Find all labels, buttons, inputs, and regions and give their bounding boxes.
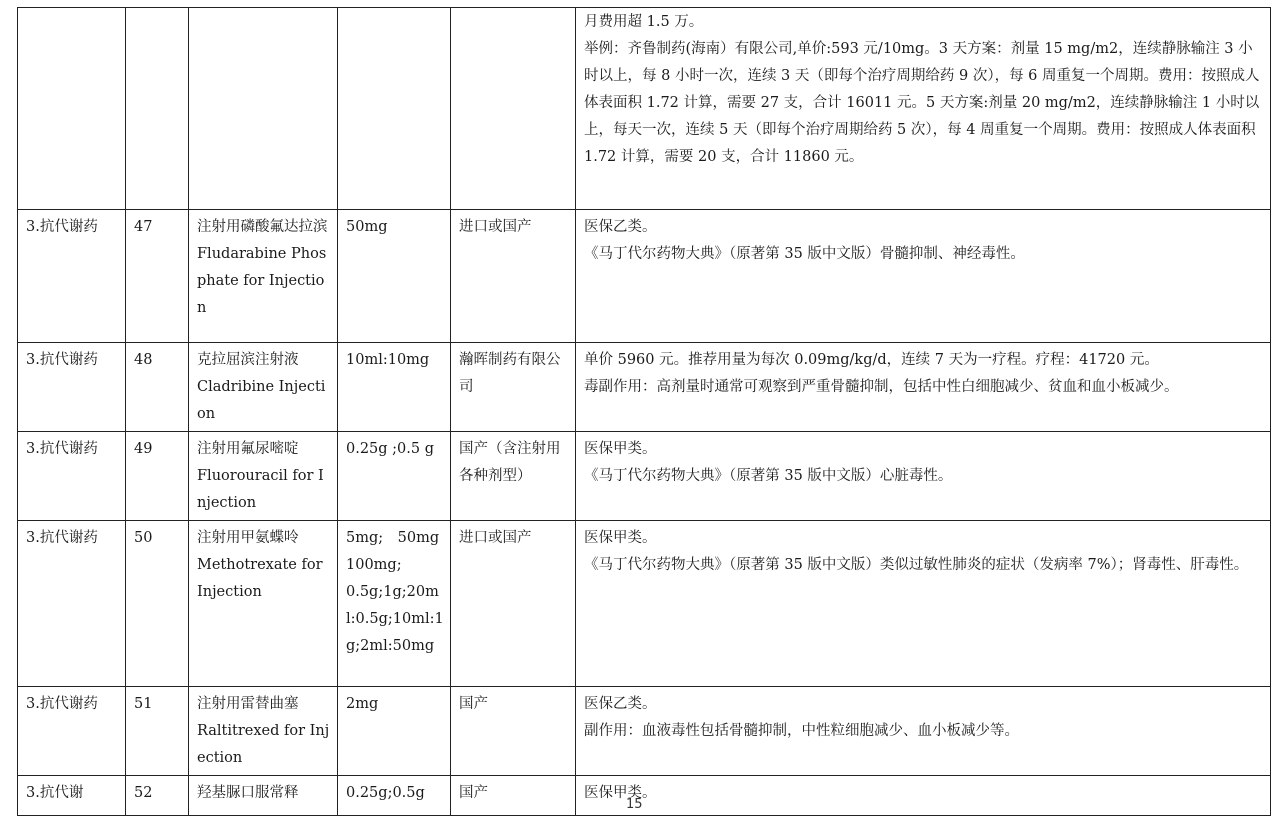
spec-cell — [338, 210, 451, 343]
number-text: 49 — [134, 441, 153, 457]
category-cell — [18, 521, 126, 687]
drug-name-en: Methotrexate for Injection — [197, 557, 323, 600]
page-number: 15 — [626, 797, 643, 812]
producer-text: 进口或国产 — [459, 530, 532, 546]
producer-cell — [451, 343, 576, 432]
spec-cell — [338, 687, 451, 776]
detail-cell — [576, 776, 1271, 816]
table-row — [18, 343, 1271, 432]
number-text: 48 — [134, 352, 153, 368]
detail-line: 医保甲类。 — [584, 785, 657, 801]
category-cell — [18, 432, 126, 521]
detail-line: 单价 5960 元。推荐用量为每次 0.09mg/kg/d，连续 7 天为一疗程。疗程：41720 元。 — [584, 352, 1159, 368]
detail-line: 医保甲类。 — [584, 530, 657, 546]
name-cell — [189, 687, 338, 776]
table-body — [18, 8, 1271, 816]
number-cell — [126, 343, 189, 432]
category-cell — [18, 210, 126, 343]
producer-cell — [451, 432, 576, 521]
number-cell — [126, 8, 189, 210]
detail-line: 医保乙类。 — [584, 696, 657, 712]
number-cell — [126, 687, 189, 776]
name-cell — [189, 521, 338, 687]
detail-line: 《马丁代尔药物大典》（原著第 35 版中文版）骨髓抑制、神经毒性。 — [584, 246, 1025, 262]
detail-line: 医保甲类。 — [584, 441, 657, 457]
spec-cell — [338, 8, 451, 210]
spec-cell — [338, 432, 451, 521]
name-cell — [189, 343, 338, 432]
drug-name-cn: 注射用磷酸氟达拉滨 — [197, 219, 328, 235]
drug-name-en: Raltitrexed for Injection — [197, 723, 330, 766]
table-row — [18, 8, 1271, 210]
spec-text: 10ml:10mg — [346, 352, 430, 368]
number-cell — [126, 521, 189, 687]
drug-name-cn: 注射用甲氨蝶呤 — [197, 530, 299, 546]
spec-cell — [338, 521, 451, 687]
category-text: 3.抗代谢药 — [26, 352, 98, 368]
detail-line: 《马丁代尔药物大典》（原著第 35 版中文版）心脏毒性。 — [584, 468, 953, 484]
drug-name-cn: 注射用雷替曲塞 — [197, 696, 299, 712]
number-cell — [126, 432, 189, 521]
producer-text: 进口或国产 — [459, 219, 532, 235]
category-text: 3.抗代谢药 — [26, 696, 98, 712]
detail-cell — [576, 687, 1271, 776]
number-cell — [126, 776, 189, 816]
producer-text: 国产 — [459, 785, 488, 801]
spec-text: 2mg — [346, 696, 379, 712]
producer-cell — [451, 210, 576, 343]
drug-name-cn: 克拉屈滨注射液 — [197, 352, 299, 368]
detail-cell — [576, 8, 1271, 210]
spec-text: 0.25g ;0.5 g — [346, 441, 435, 457]
table-row — [18, 776, 1271, 816]
detail-cell — [576, 210, 1271, 343]
drug-name-en: Cladribine Injection — [197, 379, 326, 422]
name-cell — [189, 8, 338, 210]
number-cell — [126, 210, 189, 343]
name-cell — [189, 776, 338, 816]
name-cell — [189, 210, 338, 343]
detail-cell — [576, 521, 1271, 687]
detail-line: 毒副作用：高剂量时通常可观察到严重骨髓抑制，包括中性白细胞减少、贫血和血小板减少。 — [584, 379, 1179, 395]
producer-text: 国产（含注射用各种剂型） — [459, 441, 561, 484]
name-cell — [189, 432, 338, 521]
drug-name-en: Fludarabine Phosphate for Injection — [197, 246, 327, 316]
producer-cell — [451, 687, 576, 776]
number-text: 52 — [134, 785, 153, 801]
detail-cell — [576, 432, 1271, 521]
drug-table — [17, 7, 1271, 816]
detail-cell — [576, 343, 1271, 432]
spec-cell — [338, 343, 451, 432]
detail-line: 《马丁代尔药物大典》（原著第 35 版中文版）类似过敏性肺炎的症状（发病率 7%）；肾毒性、肝毒性。 — [584, 557, 1249, 573]
number-text: 50 — [134, 530, 153, 546]
spec-text: 50mg — [346, 219, 388, 235]
producer-cell — [451, 521, 576, 687]
table-row — [18, 521, 1271, 687]
drug-name-cn: 羟基脲口服常释 — [197, 785, 299, 801]
table-row — [18, 687, 1271, 776]
drug-name-cn: 注射用氟尿嘧啶 — [197, 441, 299, 457]
detail-line: 副作用：血液毒性包括骨髓抑制，中性粒细胞减少、血小板减少等。 — [584, 723, 1019, 739]
table-row — [18, 432, 1271, 521]
category-text: 3.抗代谢药 — [26, 219, 98, 235]
detail-line: 月费用超 1.5 万。 — [584, 14, 704, 30]
number-text: 51 — [134, 696, 153, 712]
category-cell — [18, 776, 126, 816]
spec-cell — [338, 776, 451, 816]
spec-line: 5mg; 50mg — [346, 530, 440, 546]
category-cell — [18, 687, 126, 776]
category-text: 3.抗代谢药 — [26, 530, 98, 546]
detail-line: 举例：齐鲁制药(海南）有限公司,单价:593 元/10mg。3 天方案：剂量 15 mg/m2，连续静脉输注 3 小时以上，每 8 小时一次，连续 3 天（即每个治疗周期给药 9 次），每 6 周重复一个周期。费用：按照成人体表面积 1.72 计算，需要 27 支，合计 16011 元。5 天方案:剂量 20 mg/m2，连续静脉输注 1 小时以上，每天一次，连续 5 天（即每个治疗周期给药 5 次），每 4 周重复一个周期。费用：按照成人体表面积 1.72 计算，需要 20 支，合计 11860 元。 — [584, 41, 1260, 165]
producer-text: 瀚晖制药有限公司 — [459, 352, 561, 395]
spec-line: 100mg; — [346, 557, 402, 573]
category-cell — [18, 8, 126, 210]
producer-text: 国产 — [459, 696, 488, 712]
spec-line: 0.5g;1g;20ml:0.5g;10ml:1g;2ml:50mg — [346, 584, 444, 654]
drug-name-en: Fluorouracil for Injection — [197, 468, 324, 511]
spec-text: 0.25g;0.5g — [346, 785, 425, 801]
category-text: 3.抗代谢 — [26, 785, 84, 801]
producer-cell — [451, 8, 576, 210]
category-cell — [18, 343, 126, 432]
number-text: 47 — [134, 219, 153, 235]
category-text: 3.抗代谢药 — [26, 441, 98, 457]
producer-cell — [451, 776, 576, 816]
detail-line: 医保乙类。 — [584, 219, 657, 235]
table-row — [18, 210, 1271, 343]
